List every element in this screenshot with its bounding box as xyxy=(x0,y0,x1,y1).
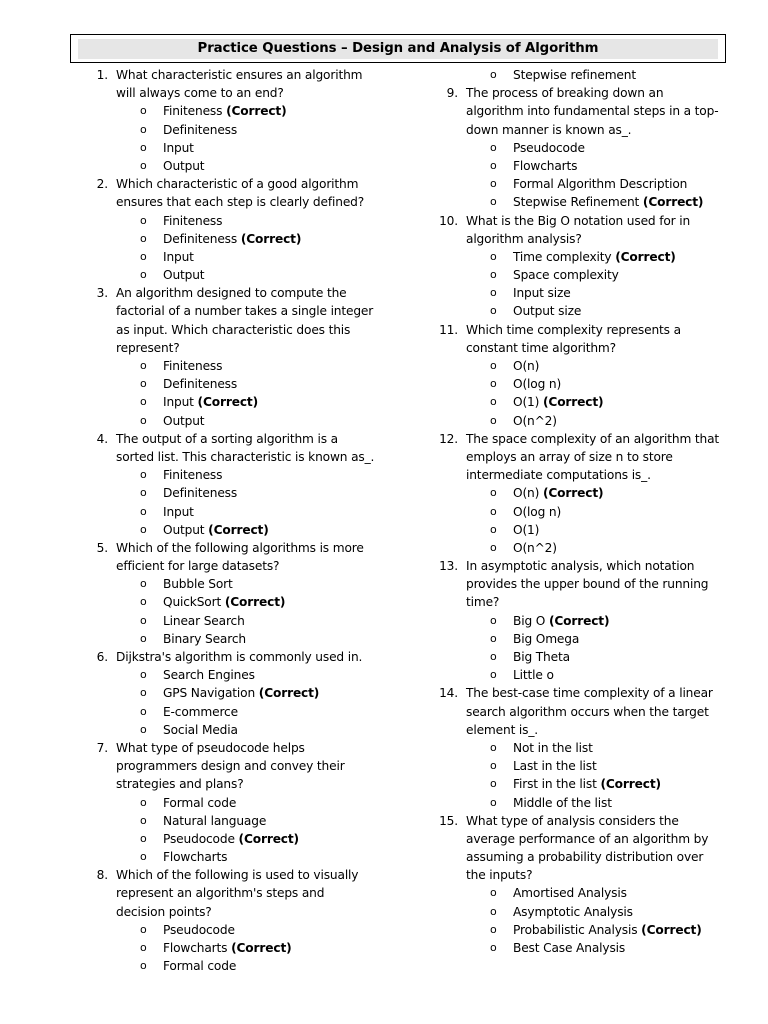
option-text: O(n) xyxy=(513,486,540,501)
option-text: Definiteness xyxy=(163,486,238,501)
question-line xyxy=(436,812,736,830)
question-text: The best-case time complexity of a linear xyxy=(466,686,713,701)
question-line-continued xyxy=(86,448,386,466)
option-text: Finiteness xyxy=(163,468,223,483)
option-text: Formal Algorithm Description xyxy=(513,177,688,192)
bullet-icon: o xyxy=(140,522,147,536)
question-number: 7. xyxy=(96,740,108,755)
answer-option xyxy=(436,521,736,539)
answer-option xyxy=(436,412,736,430)
question-number: 9. xyxy=(446,86,458,101)
answer-option xyxy=(86,484,386,502)
answer-option-correct xyxy=(436,921,736,939)
answer-option xyxy=(86,266,386,284)
correct-label: (Correct) xyxy=(208,522,269,537)
question-text: represent an algorithm's steps and xyxy=(116,886,325,901)
answer-option xyxy=(436,794,736,812)
bullet-icon: o xyxy=(490,740,497,754)
option-text: O(1) xyxy=(513,395,540,410)
bullet-icon: o xyxy=(140,377,147,391)
answer-option xyxy=(436,139,736,157)
answer-option xyxy=(436,375,736,393)
answer-option xyxy=(436,884,736,902)
option-text: O(log n) xyxy=(513,504,562,519)
option-text: Formal code xyxy=(163,795,237,810)
title-box xyxy=(70,34,726,63)
option-text: O(1) xyxy=(513,522,540,537)
question-line-continued xyxy=(86,339,386,357)
question-line-continued xyxy=(436,848,736,866)
answer-option xyxy=(86,575,386,593)
option-text: Input xyxy=(163,140,194,155)
bullet-icon: o xyxy=(490,68,497,81)
option-text: Formal code xyxy=(163,959,237,974)
question-number: 5. xyxy=(96,540,108,555)
question-text: Which characteristic of a good algorithm xyxy=(116,177,359,192)
answer-option xyxy=(86,248,386,266)
bullet-icon: o xyxy=(140,595,147,609)
answer-option xyxy=(436,266,736,284)
question-line-continued xyxy=(436,230,736,248)
option-text: Input xyxy=(163,249,194,264)
bullet-icon: o xyxy=(490,904,497,918)
bullet-icon: o xyxy=(490,359,497,372)
bullet-icon: o xyxy=(490,777,497,791)
question-text: decision points? xyxy=(116,904,212,919)
question-line xyxy=(436,212,736,230)
question-line-continued xyxy=(86,302,386,320)
question-line xyxy=(436,684,736,702)
question-text: element is_. xyxy=(466,722,539,737)
option-text: QuickSort xyxy=(163,595,222,610)
question-text: constant time algorithm? xyxy=(466,340,616,355)
question-text: assuming a probability distribution over xyxy=(466,850,704,865)
option-text: Pseudocode xyxy=(163,831,235,846)
option-text: Big Omega xyxy=(513,631,580,646)
correct-label: (Correct) xyxy=(615,249,676,264)
option-text: Output xyxy=(163,522,205,537)
answer-option xyxy=(86,957,386,975)
answer-option-correct xyxy=(436,484,736,502)
question-line xyxy=(86,66,386,84)
correct-label: (Correct) xyxy=(197,395,258,410)
question-text: algorithm into fundamental steps in a top- xyxy=(466,104,719,119)
question-line-continued xyxy=(436,339,736,357)
question-number: 6. xyxy=(96,650,108,664)
bullet-icon: o xyxy=(140,831,147,845)
answer-option-correct xyxy=(86,684,386,702)
question-line xyxy=(86,175,386,193)
question-text: What characteristic ensures an algorithm xyxy=(116,68,363,82)
question-number: 8. xyxy=(96,868,108,883)
correct-label: (Correct) xyxy=(542,486,604,501)
bullet-icon: o xyxy=(140,395,147,409)
answer-option xyxy=(86,121,386,139)
option-text: Flowcharts xyxy=(163,941,228,955)
question-text: Which of the following algorithms is more xyxy=(116,540,364,555)
bullet-icon: o xyxy=(140,504,147,518)
question-text: What type of pseudocode helps xyxy=(116,740,305,755)
option-text: O(n^2) xyxy=(513,540,557,555)
correct-label: (Correct) xyxy=(226,104,287,119)
bullet-icon: o xyxy=(140,359,147,372)
answer-option xyxy=(436,284,736,302)
bullet-icon: o xyxy=(490,504,497,518)
bullet-icon: o xyxy=(490,759,497,773)
option-text: Finiteness xyxy=(163,213,223,228)
option-text: Finiteness xyxy=(163,359,223,373)
answer-option-correct xyxy=(86,521,386,539)
question-number: 2. xyxy=(96,177,108,192)
question-line xyxy=(436,557,736,575)
question-line xyxy=(436,84,736,102)
answer-option xyxy=(86,848,386,866)
option-text: Natural language xyxy=(163,813,267,828)
option-text: Output xyxy=(163,158,205,173)
bullet-icon: o xyxy=(140,722,147,736)
question-text: will always come to an end? xyxy=(116,86,284,101)
bullet-icon: o xyxy=(140,813,147,827)
bullet-icon: o xyxy=(140,231,147,245)
question-text: intermediate computations is_. xyxy=(466,468,651,483)
option-text: Bubble Sort xyxy=(163,577,233,592)
answer-option xyxy=(436,666,736,684)
bullet-icon: o xyxy=(490,650,497,663)
bullet-icon: o xyxy=(490,413,497,427)
bullet-icon: o xyxy=(140,158,147,172)
answer-option xyxy=(436,903,736,921)
bullet-icon: o xyxy=(140,140,147,154)
option-text: Input size xyxy=(513,286,571,301)
option-text: GPS Navigation xyxy=(163,686,256,701)
option-text: Time complexity xyxy=(513,249,612,264)
answer-option xyxy=(86,466,386,484)
bullet-icon: o xyxy=(490,668,497,682)
answer-option xyxy=(436,357,736,375)
question-text: represent? xyxy=(116,340,180,355)
correct-label: (Correct) xyxy=(543,395,604,410)
bullet-icon: o xyxy=(140,413,147,427)
option-text: Stepwise Refinement xyxy=(513,195,640,210)
question-text: What type of analysis considers the xyxy=(466,813,679,828)
question-text: programmers design and convey their xyxy=(116,759,345,774)
question-line xyxy=(436,321,736,339)
option-text: O(n) xyxy=(513,359,540,373)
question-text: Which time complexity represents a xyxy=(466,322,681,337)
bullet-icon: o xyxy=(490,158,497,172)
option-text: Linear Search xyxy=(163,613,245,628)
page-title: Practice Questions – Design and Analysis of Algorithm xyxy=(78,39,718,59)
question-line-continued xyxy=(86,757,386,775)
question-text: What is the Big O notation used for in xyxy=(466,213,691,228)
question-text: The process of breaking down an xyxy=(466,86,664,101)
answer-option-correct xyxy=(436,612,736,630)
bullet-icon: o xyxy=(140,704,147,718)
bullet-icon: o xyxy=(140,577,147,591)
option-text: Space complexity xyxy=(513,268,619,283)
bullet-icon: o xyxy=(140,668,147,682)
bullet-icon: o xyxy=(490,795,497,809)
question-line xyxy=(86,284,386,302)
question-number: 1. xyxy=(96,68,108,82)
option-text: Output xyxy=(163,413,205,428)
option-text: Flowcharts xyxy=(513,158,578,173)
option-text: Input xyxy=(163,395,194,410)
option-text: First in the list xyxy=(513,777,597,792)
answer-option-correct xyxy=(436,248,736,266)
question-number: 12. xyxy=(439,431,458,446)
answer-option-correct xyxy=(436,393,736,411)
answer-option-correct xyxy=(436,775,736,793)
bullet-icon: o xyxy=(490,631,497,645)
option-text: Input xyxy=(163,504,194,519)
bullet-icon: o xyxy=(140,631,147,645)
question-number: 14. xyxy=(439,686,458,701)
answer-option xyxy=(86,357,386,375)
question-line xyxy=(86,430,386,448)
answer-option xyxy=(436,66,736,84)
bullet-icon: o xyxy=(140,268,147,282)
option-text: Output xyxy=(163,268,205,283)
question-number: 3. xyxy=(96,286,108,301)
option-text: Finiteness xyxy=(163,104,223,119)
question-line-continued xyxy=(436,466,736,484)
question-text: The output of a sorting algorithm is a xyxy=(116,431,338,446)
correct-label: (Correct) xyxy=(240,231,302,246)
bullet-icon: o xyxy=(140,941,147,954)
question-text: ensures that each step is clearly defined? xyxy=(116,195,365,210)
question-line-continued xyxy=(436,866,736,884)
answer-option xyxy=(436,739,736,757)
question-text: down manner is known as_. xyxy=(466,122,632,137)
answer-option xyxy=(86,721,386,739)
option-text: Definiteness xyxy=(163,231,238,246)
option-text: Best Case Analysis xyxy=(513,941,626,955)
answer-option xyxy=(86,794,386,812)
question-text: In asymptotic analysis, which notation xyxy=(466,559,695,574)
option-text: Definiteness xyxy=(163,377,238,392)
correct-label: (Correct) xyxy=(548,613,610,628)
option-text: Little o xyxy=(513,668,554,683)
question-line-continued xyxy=(436,703,736,721)
question-text: efficient for large datasets? xyxy=(116,559,280,574)
question-line-continued xyxy=(436,593,736,611)
option-text: Search Engines xyxy=(163,668,255,683)
question-number: 10. xyxy=(439,213,458,228)
correct-label: (Correct) xyxy=(224,595,286,610)
correct-label: (Correct) xyxy=(231,941,292,955)
correct-label: (Correct) xyxy=(642,195,704,210)
question-line-continued xyxy=(86,557,386,575)
answer-option xyxy=(86,412,386,430)
question-text: the inputs? xyxy=(466,868,533,883)
bullet-icon: o xyxy=(140,850,147,864)
answer-option xyxy=(436,757,736,775)
answer-option xyxy=(436,648,736,666)
question-line-continued xyxy=(436,830,736,848)
answer-option-correct xyxy=(86,393,386,411)
option-text: Last in the list xyxy=(513,759,597,774)
question-line xyxy=(86,739,386,757)
question-number: 11. xyxy=(439,322,458,337)
answer-option xyxy=(86,503,386,521)
answer-option xyxy=(436,539,736,557)
answer-option xyxy=(86,139,386,157)
answer-option xyxy=(436,302,736,320)
question-text: Dijkstra's algorithm is commonly used in. xyxy=(116,650,363,664)
bullet-icon: o xyxy=(490,286,497,300)
question-line xyxy=(86,866,386,884)
bullet-icon: o xyxy=(490,613,497,627)
correct-label: (Correct) xyxy=(238,831,299,846)
answer-option xyxy=(86,157,386,175)
question-line xyxy=(436,430,736,448)
question-line-continued xyxy=(436,121,736,139)
answer-option xyxy=(86,375,386,393)
answer-option xyxy=(436,630,736,648)
answer-option xyxy=(86,812,386,830)
question-text: Which of the following is used to visually xyxy=(116,868,359,883)
bullet-icon: o xyxy=(140,104,147,118)
answer-option-correct xyxy=(86,939,386,957)
bullet-icon: o xyxy=(490,268,497,282)
question-number: 15. xyxy=(439,813,458,828)
correct-label: (Correct) xyxy=(641,922,702,937)
option-text: Big Theta xyxy=(513,650,570,664)
question-text: factorial of a number takes a single integer xyxy=(116,304,374,319)
bullet-icon: o xyxy=(140,613,147,627)
option-text: Definiteness xyxy=(163,122,238,137)
question-number: 4. xyxy=(96,431,108,446)
question-line-continued xyxy=(86,903,386,921)
bullet-icon: o xyxy=(490,177,497,191)
option-text: Probabilistic Analysis xyxy=(513,922,638,937)
answer-option-correct xyxy=(86,593,386,611)
question-text: provides the upper bound of the running xyxy=(466,577,709,592)
question-line-continued xyxy=(86,321,386,339)
answer-option xyxy=(436,939,736,957)
question-line-continued xyxy=(436,575,736,593)
option-text: Flowcharts xyxy=(163,850,228,865)
option-text: Output size xyxy=(513,304,582,319)
question-line-continued xyxy=(436,102,736,120)
right-column xyxy=(436,66,736,957)
question-text: as input. Which characteristic does this xyxy=(116,322,351,337)
question-line-continued xyxy=(436,448,736,466)
answer-option xyxy=(436,503,736,521)
question-text: employs an array of size n to store xyxy=(466,449,673,464)
bullet-icon: o xyxy=(490,304,497,318)
option-text: Amortised Analysis xyxy=(513,886,627,901)
option-text: O(log n) xyxy=(513,377,562,392)
bullet-icon: o xyxy=(490,249,497,263)
bullet-icon: o xyxy=(490,886,497,900)
answer-option xyxy=(86,921,386,939)
bullet-icon: o xyxy=(140,468,147,482)
question-text: algorithm analysis? xyxy=(466,231,582,246)
option-text: Pseudocode xyxy=(163,922,235,937)
option-text: Binary Search xyxy=(163,631,246,646)
option-text: Social Media xyxy=(163,722,238,737)
answer-option-correct xyxy=(86,230,386,248)
answer-option xyxy=(436,175,736,193)
option-text: O(n^2) xyxy=(513,413,557,428)
answer-option-correct xyxy=(436,193,736,211)
question-text: search algorithm occurs when the target xyxy=(466,704,709,719)
bullet-icon: o xyxy=(490,395,497,409)
answer-option-correct xyxy=(86,102,386,120)
question-text: An algorithm designed to compute the xyxy=(116,286,347,301)
bullet-icon: o xyxy=(140,122,147,136)
question-text: average performance of an algorithm by xyxy=(466,831,709,846)
question-number: 13. xyxy=(439,559,458,574)
option-text: Pseudocode xyxy=(513,140,585,155)
option-text: Middle of the list xyxy=(513,795,612,810)
question-line-continued xyxy=(86,775,386,793)
answer-option xyxy=(86,703,386,721)
option-text: Asymptotic Analysis xyxy=(513,904,633,919)
bullet-icon: o xyxy=(490,522,497,536)
bullet-icon: o xyxy=(490,486,497,500)
bullet-icon: o xyxy=(490,922,497,936)
answer-option xyxy=(86,212,386,230)
bullet-icon: o xyxy=(140,486,147,500)
option-text: Big O xyxy=(513,613,546,628)
answer-option xyxy=(86,630,386,648)
bullet-icon: o xyxy=(140,922,147,936)
question-text: sorted list. This characteristic is known as_. xyxy=(116,449,375,464)
bullet-icon: o xyxy=(140,686,147,700)
option-text: E-commerce xyxy=(163,704,238,719)
correct-label: (Correct) xyxy=(258,686,320,701)
question-line-continued xyxy=(436,721,736,739)
bullet-icon: o xyxy=(490,195,497,209)
question-text: strategies and plans? xyxy=(116,777,244,792)
question-line-continued xyxy=(86,884,386,902)
bullet-icon: o xyxy=(490,140,497,154)
question-text: The space complexity of an algorithm that xyxy=(466,431,720,446)
option-text: Stepwise refinement xyxy=(513,68,636,82)
question-line-continued xyxy=(86,193,386,211)
bullet-icon: o xyxy=(490,941,497,954)
bullet-icon: o xyxy=(140,249,147,263)
answer-option-correct xyxy=(86,830,386,848)
correct-label: (Correct) xyxy=(600,777,661,792)
question-line xyxy=(86,648,386,666)
answer-option xyxy=(86,666,386,684)
option-text: Not in the list xyxy=(513,740,593,755)
answer-option xyxy=(436,157,736,175)
left-column xyxy=(86,66,386,975)
question-line-continued xyxy=(86,84,386,102)
bullet-icon: o xyxy=(490,377,497,391)
bullet-icon: o xyxy=(490,540,497,554)
question-line xyxy=(86,539,386,557)
bullet-icon: o xyxy=(140,795,147,809)
answer-option xyxy=(86,612,386,630)
bullet-icon: o xyxy=(140,213,147,227)
question-text: time? xyxy=(466,595,500,610)
bullet-icon: o xyxy=(140,959,147,973)
